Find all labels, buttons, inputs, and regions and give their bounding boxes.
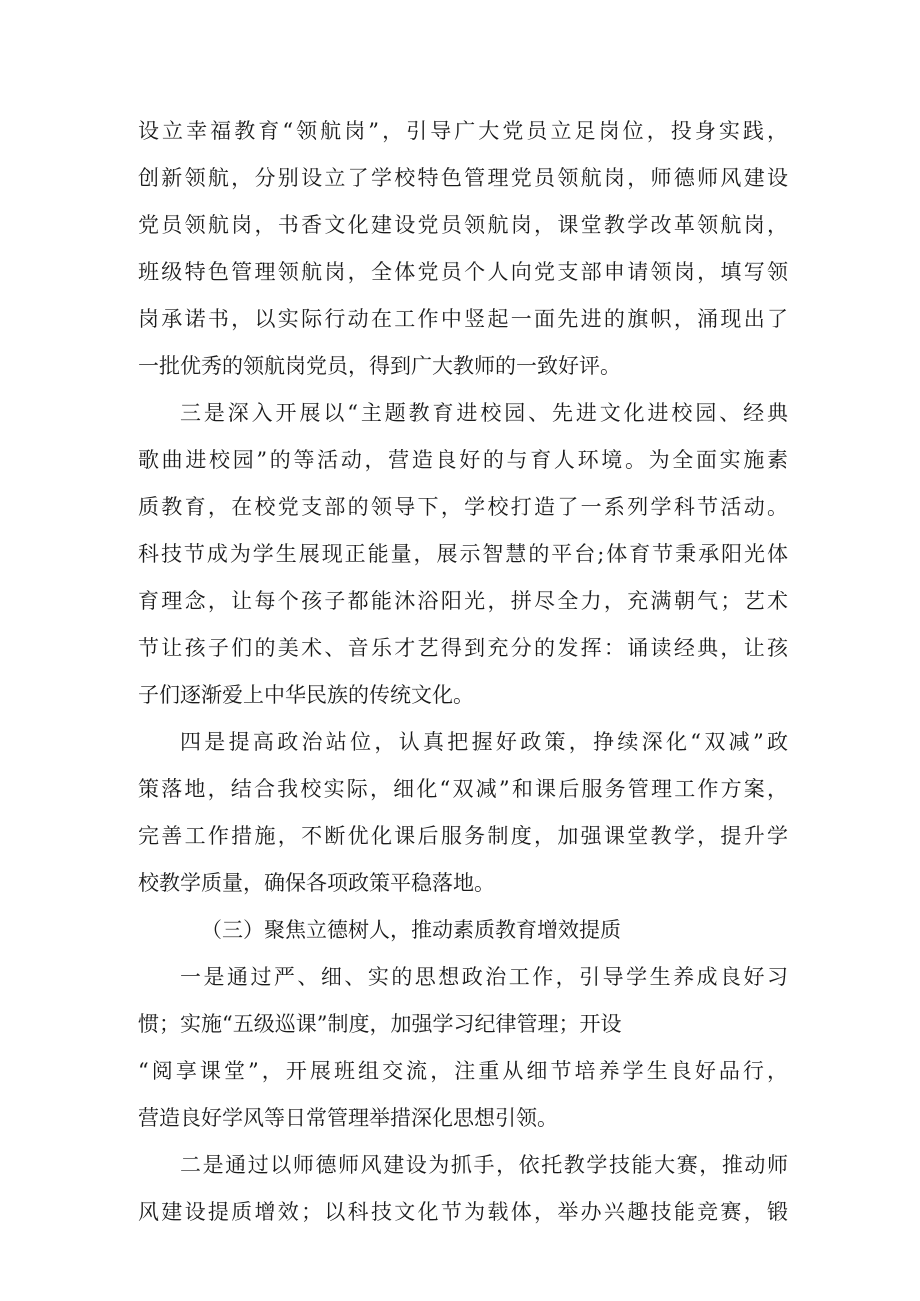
paragraph-line: 岗承诺书，以实际行动在工作中竖起一面先进的旗帜，涌现出了	[138, 307, 788, 331]
paragraph-line: 惯；实施“五级巡课”制度，加强学习纪律管理；开设	[138, 1012, 622, 1036]
paragraph-line: 设立幸福教育“领航岗”，引导广大党员立足岗位，投身实践，	[138, 119, 788, 143]
section-heading: （三）聚焦立德树人，推动素质教育增效提质	[201, 918, 621, 942]
paragraph-line: 完善工作措施，不断优化课后服务制度，加强课堂教学，提升学	[138, 824, 788, 848]
paragraph-line: 育理念，让每个孩子都能沐浴阳光，拼尽全力，充满朝气；艺术	[138, 589, 788, 613]
paragraph-line: 校教学质量，确保各项政策平稳落地。	[138, 871, 495, 895]
paragraph-line: 策落地，结合我校实际，细化“双减”和课后服务管理工作方案，	[138, 777, 788, 801]
paragraph-line: 科技节成为学生展现正能量，展示智慧的平台;体育节秉承阳光体	[138, 542, 788, 566]
paragraph-line: 风建设提质增效；以科技文化节为载体，举办兴趣技能竞赛，锻	[138, 1200, 788, 1224]
paragraph-line: 子们逐渐爱上中华民族的传统文化。	[138, 683, 474, 707]
paragraph-line: 质教育，在校党支部的领导下，学校打造了一系列学科节活动。	[138, 495, 788, 519]
paragraph-line: 节让孩子们的美术、音乐才艺得到充分的发挥：诵读经典，让孩	[138, 636, 788, 660]
paragraph-line: 歌曲进校园”的等活动，营造良好的与育人环境。为全面实施素	[138, 448, 788, 472]
paragraph-line: 创新领航，分别设立了学校特色管理党员领航岗，师德师风建设	[138, 166, 788, 190]
paragraph-line: 二是通过以师德师风建设为抓手，依托教学技能大赛，推动师	[180, 1153, 788, 1177]
paragraph-line: 四是提高政治站位，认真把握好政策，挣续深化“双减”政	[180, 730, 788, 754]
paragraph-line: 党员领航岗，书香文化建设党员领航岗，课堂教学改革领航岗，	[138, 213, 788, 237]
paragraph-line: 三是深入开展以“主题教育进校园、先进文化进校园、经典	[180, 401, 788, 425]
paragraph-line: 营造良好学风等日常管理举措深化思想引领。	[138, 1106, 558, 1130]
paragraph-line: “阅享课堂”，开展班组交流，注重从细节培养学生良好品行，	[138, 1059, 788, 1083]
paragraph-line: 班级特色管理领航岗，全体党员个人向党支部申请领岗，填写领	[138, 260, 788, 284]
paragraph-line: 一批优秀的领航岗党员，得到广大教师的一致好评。	[138, 354, 621, 378]
paragraph-line: 一是通过严、细、实的思想政治工作，引导学生养成良好习	[180, 965, 788, 989]
